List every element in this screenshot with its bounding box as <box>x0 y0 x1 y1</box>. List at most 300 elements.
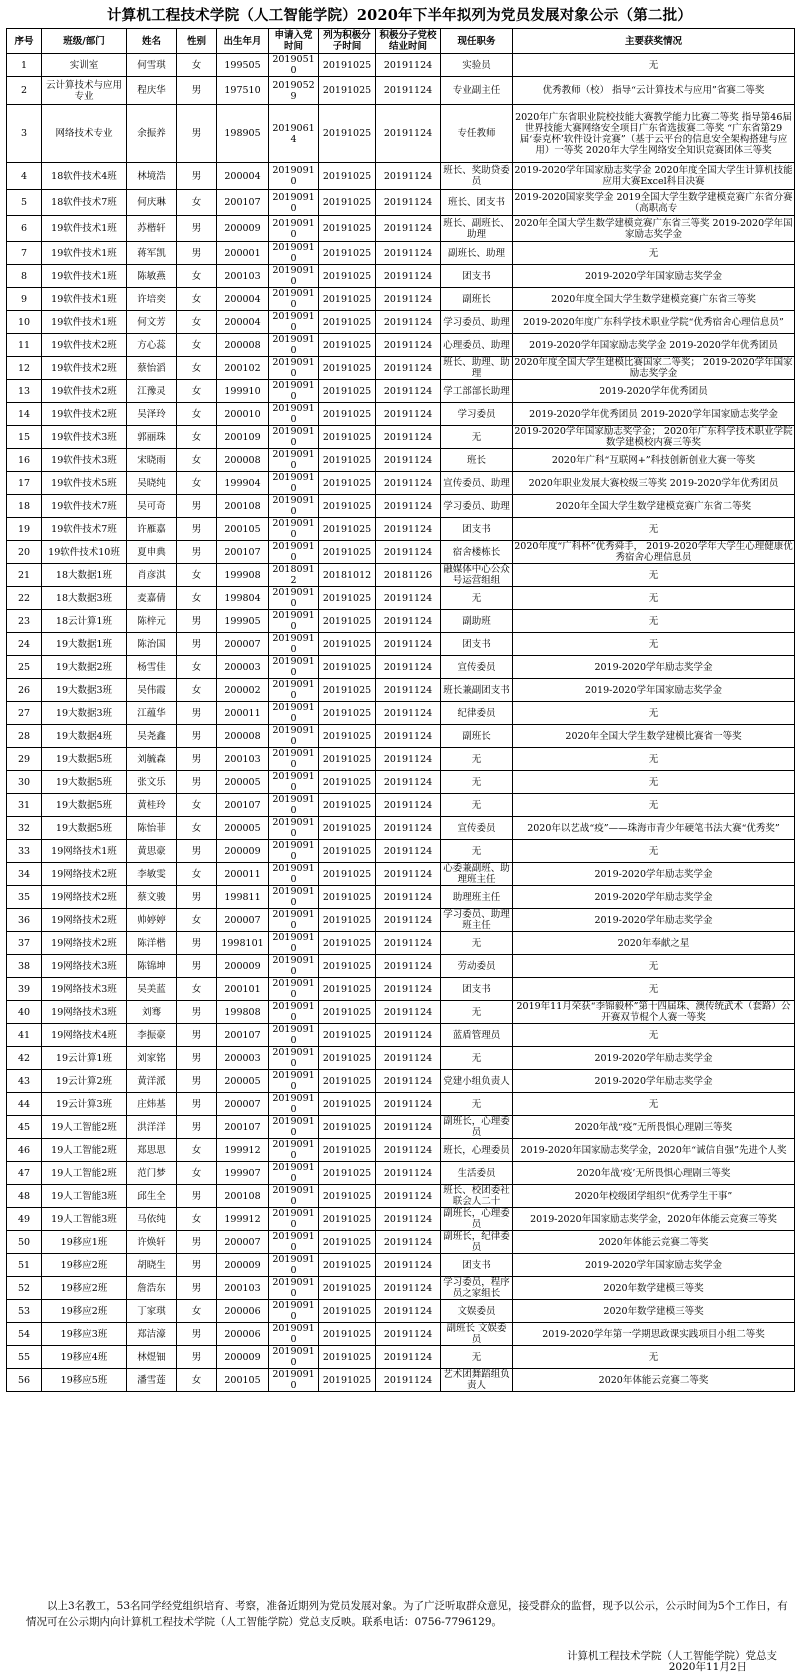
table-cell: 团支书 <box>441 633 513 656</box>
table-cell: 200108 <box>217 1185 269 1208</box>
table-cell: 副助班 <box>441 610 513 633</box>
table-cell: 20191025 <box>319 1162 376 1185</box>
table-cell: 郭丽珠 <box>127 426 177 449</box>
table-cell: 20190910 <box>269 1254 319 1277</box>
table-cell: 20191124 <box>376 357 441 380</box>
table-cell: 文娱委员 <box>441 1300 513 1323</box>
table-cell: 女 <box>177 863 217 886</box>
table-cell: 学习委员，程序员之家组长 <box>441 1277 513 1300</box>
table-row <box>7 794 795 817</box>
table-row <box>7 288 795 311</box>
table-cell: 54 <box>7 1323 42 1346</box>
table-cell: 副班长、助理 <box>441 242 513 265</box>
table-cell: 18大数据1班 <box>42 564 127 587</box>
table-cell: 2020年以艺战“疫”——珠海市青少年硬笔书法大赛“优秀奖” <box>513 817 795 840</box>
table-cell: 20191124 <box>376 449 441 472</box>
table-cell: 200103 <box>217 1277 269 1300</box>
table-cell: 38 <box>7 955 42 978</box>
table-cell: 20191025 <box>319 794 376 817</box>
table-cell: 200005 <box>217 1070 269 1093</box>
table-cell: 男 <box>177 1254 217 1277</box>
table-cell: 吴美蓝 <box>127 978 177 1001</box>
table-row <box>7 105 795 163</box>
table-cell: 何文芳 <box>127 311 177 334</box>
table-cell: 2019-2020学年国家励志奖学金 2020年度全国大学生计算机技能应用大赛Excel科目决赛 <box>513 163 795 190</box>
table-row <box>7 1369 795 1392</box>
table-cell: 200007 <box>217 909 269 932</box>
table-cell: 男 <box>177 242 217 265</box>
table-row <box>7 1116 795 1139</box>
table-cell: 6 <box>7 216 42 242</box>
table-cell: 学习委员、助理班主任 <box>441 909 513 932</box>
table-cell: 20190910 <box>269 1024 319 1047</box>
table-cell: 20190510 <box>269 54 319 77</box>
table-cell: 20191025 <box>319 403 376 426</box>
table-cell: 20191124 <box>376 679 441 702</box>
table-row <box>7 357 795 380</box>
table-cell: 班长、团支书 <box>441 190 513 216</box>
table-cell: 麦嘉倩 <box>127 587 177 610</box>
table-cell: 男 <box>177 932 217 955</box>
table-cell: 47 <box>7 1162 42 1185</box>
table-cell: 26 <box>7 679 42 702</box>
table-cell: 20190910 <box>269 1116 319 1139</box>
table-cell: 20190910 <box>269 216 319 242</box>
table-cell: 20191124 <box>376 1231 441 1254</box>
table-cell: 女 <box>177 909 217 932</box>
table-cell: 20181126 <box>376 564 441 587</box>
table-cell: 无 <box>513 794 795 817</box>
table-cell: 19软件技术7班 <box>42 518 127 541</box>
table-cell: 杨雪佳 <box>127 656 177 679</box>
table-cell: 20190910 <box>269 587 319 610</box>
table-cell: 20190910 <box>269 794 319 817</box>
table-cell: 20191025 <box>319 1093 376 1116</box>
table-row <box>7 1139 795 1162</box>
table-cell: 20191025 <box>319 380 376 403</box>
column-header: 姓名 <box>127 29 177 54</box>
table-cell: 男 <box>177 610 217 633</box>
table-row <box>7 633 795 656</box>
table-cell: 56 <box>7 1369 42 1392</box>
table-cell: 200005 <box>217 817 269 840</box>
table-cell: 19大数据5班 <box>42 748 127 771</box>
table-cell: 20190910 <box>269 725 319 748</box>
table-cell: 20191124 <box>376 1070 441 1093</box>
table-cell: 生活委员 <box>441 1162 513 1185</box>
table-cell: 男 <box>177 955 217 978</box>
table-cell: 女 <box>177 449 217 472</box>
table-cell: 200007 <box>217 633 269 656</box>
table-cell: 32 <box>7 817 42 840</box>
table-cell: 55 <box>7 1346 42 1369</box>
table-cell: 20191025 <box>319 702 376 725</box>
table-cell: 20191124 <box>376 978 441 1001</box>
table-cell: 宣传委员 <box>441 817 513 840</box>
table-cell: 40 <box>7 1001 42 1024</box>
table-cell: 19移应2班 <box>42 1300 127 1323</box>
table-cell: 男 <box>177 495 217 518</box>
table-cell: 20190910 <box>269 334 319 357</box>
table-cell: 20191025 <box>319 679 376 702</box>
table-cell: 学习委员 <box>441 403 513 426</box>
table-cell: 20191124 <box>376 1369 441 1392</box>
table-cell: 陈梓元 <box>127 610 177 633</box>
table-row <box>7 1208 795 1231</box>
table-cell: 20191025 <box>319 656 376 679</box>
table-cell: 20191025 <box>319 1024 376 1047</box>
table-row <box>7 1001 795 1024</box>
table-cell: 男 <box>177 1185 217 1208</box>
table-cell: 20191124 <box>376 242 441 265</box>
table-cell: 2020年度全国大学生数学建模竞赛广东省三等奖 <box>513 288 795 311</box>
table-cell: 男 <box>177 1231 217 1254</box>
table-cell: 20190910 <box>269 541 319 564</box>
table-cell: 20191025 <box>319 216 376 242</box>
table-cell: 20191124 <box>376 840 441 863</box>
table-cell: 优秀教师（校） 指导“云计算技术与应用”省赛二等奖 <box>513 77 795 105</box>
table-cell: 20191025 <box>319 54 376 77</box>
table-cell: 19移应2班 <box>42 1277 127 1300</box>
table-cell: 纪律委员 <box>441 702 513 725</box>
table-cell: 男 <box>177 725 217 748</box>
table-cell: 12 <box>7 357 42 380</box>
table-cell: 20191124 <box>376 380 441 403</box>
signature-date: 2020年11月2日 <box>668 1661 747 1673</box>
table-cell: 男 <box>177 771 217 794</box>
table-cell: 20190910 <box>269 1323 319 1346</box>
table-cell: 7 <box>7 242 42 265</box>
table-cell: 2020年度全国大学生建模比赛国家二等奖； 2019-2020学年国家励志奖学金 <box>514 357 793 379</box>
table-cell: 21 <box>7 564 42 587</box>
table-cell: 方心蕊 <box>127 334 177 357</box>
table-cell: 19大数据4班 <box>42 725 127 748</box>
table-cell: 200103 <box>217 265 269 288</box>
table-cell: 女 <box>177 794 217 817</box>
table-cell: 19云计算2班 <box>42 1070 127 1093</box>
table-cell: 吴可奇 <box>127 495 177 518</box>
table-cell: 199910 <box>217 380 269 403</box>
table-cell: 男 <box>177 886 217 909</box>
table-cell: 199905 <box>217 610 269 633</box>
table-cell: 何雪琪 <box>127 54 177 77</box>
table-cell: 20191025 <box>319 1070 376 1093</box>
table-cell: 20181012 <box>319 564 376 587</box>
table-cell: 200107 <box>217 541 269 564</box>
table-cell: 15 <box>7 426 42 449</box>
table-cell: 副班长 文娱委员 <box>441 1323 513 1346</box>
table-cell: 学习委员、助理 <box>441 495 513 518</box>
table-row <box>7 426 795 449</box>
table-row <box>7 163 795 190</box>
table-cell: 蓝盾管理员 <box>441 1024 513 1047</box>
table-cell: 20191025 <box>319 1116 376 1139</box>
table-cell: 20191124 <box>376 748 441 771</box>
table-cell: 女 <box>177 54 217 77</box>
table-cell: 丁家琪 <box>127 1300 177 1323</box>
table-cell: 学习委员、助理 <box>441 311 513 334</box>
table-cell: 19大数据3班 <box>42 679 127 702</box>
table-cell: 200101 <box>217 978 269 1001</box>
table-cell: 20190910 <box>269 426 319 449</box>
table-cell: 20191124 <box>376 1024 441 1047</box>
table-cell: 女 <box>177 380 217 403</box>
table-cell: 19网络技术2班 <box>42 932 127 955</box>
table-cell: 20191025 <box>319 1346 376 1369</box>
table-cell: 20191124 <box>376 265 441 288</box>
table-cell: 52 <box>7 1277 42 1300</box>
table-cell: 20191124 <box>376 518 441 541</box>
table-cell: 吴泽玲 <box>127 403 177 426</box>
table-cell: 199908 <box>217 564 269 587</box>
table-cell: 18软件技术4班 <box>42 163 127 190</box>
table-cell: 20190910 <box>269 1208 319 1231</box>
table-cell: 2020年战“疫”无所畏惧心理剧三等奖 <box>513 1116 795 1139</box>
table-cell: 20191124 <box>376 105 441 163</box>
table-cell: 班长兼副团支书 <box>441 679 513 702</box>
table-cell: 17 <box>7 472 42 495</box>
table-cell: 20191025 <box>319 77 376 105</box>
table-cell: 男 <box>177 1070 217 1093</box>
table-cell: 2020年职业发展大赛校级三等奖 2019-2020学年优秀团员 <box>513 472 795 495</box>
table-row <box>7 1277 795 1300</box>
table-cell: 2020年全国大学生数学建模比赛省一等奖 <box>513 725 795 748</box>
table-cell: 20191124 <box>376 1277 441 1300</box>
table-cell: 男 <box>177 216 217 242</box>
table-row <box>7 1047 795 1070</box>
table-cell: 陈治国 <box>127 633 177 656</box>
table-cell: 2020年全国大学生数学建模竞赛广东省三等奖 2019-2020学年国家励志奖学金 <box>514 217 793 240</box>
table-cell: 33 <box>7 840 42 863</box>
table-cell: 男 <box>177 1093 217 1116</box>
table-cell: 20191124 <box>376 1254 441 1277</box>
table-cell: 2019-2020学年励志奖学金 <box>513 909 795 932</box>
table-row <box>7 656 795 679</box>
table-cell: 男 <box>177 1346 217 1369</box>
table-cell: 20191025 <box>319 1001 376 1024</box>
column-header: 申请入党时间 <box>269 29 319 54</box>
table-cell: 许雁嘉 <box>127 518 177 541</box>
table-cell: 20191124 <box>376 426 441 449</box>
table-cell: 许焕轩 <box>127 1231 177 1254</box>
table-cell: 无 <box>441 794 513 817</box>
table-cell: 1998101 <box>217 932 269 955</box>
table-cell: 男 <box>177 77 217 105</box>
table-cell: 53 <box>7 1300 42 1323</box>
table-cell: 20190910 <box>269 1162 319 1185</box>
table-cell: 李振豪 <box>127 1024 177 1047</box>
table-cell: 20191025 <box>319 633 376 656</box>
table-cell: 男 <box>177 1277 217 1300</box>
table-cell: 2019-2020学年国家励志奖学金 2019-2020学年优秀团员 <box>513 334 795 357</box>
table-cell: 34 <box>7 863 42 886</box>
table-cell: 20190910 <box>269 449 319 472</box>
table-cell: 无 <box>513 242 795 265</box>
table-cell: 20191025 <box>319 311 376 334</box>
table-cell: 199912 <box>217 1139 269 1162</box>
table-cell: 2019-2020年度广东科学技术职业学院“优秀宿舍心理信息员” <box>513 311 795 334</box>
table-cell: 团支书 <box>441 978 513 1001</box>
table-cell: 200008 <box>217 725 269 748</box>
table-cell: 2019-2020学年励志奖学金 <box>513 863 795 886</box>
table-row <box>7 702 795 725</box>
table-cell: 男 <box>177 518 217 541</box>
table-cell: 20190910 <box>269 288 319 311</box>
table-cell: 20191025 <box>319 495 376 518</box>
table-cell: 23 <box>7 610 42 633</box>
table-cell: 19移应5班 <box>42 1369 127 1392</box>
table-row <box>7 380 795 403</box>
table-cell: 无 <box>513 587 795 610</box>
table-cell: 43 <box>7 1070 42 1093</box>
table-cell: 19网络技术2班 <box>42 909 127 932</box>
table-cell: 2020年度“广科杯”优秀舜手， 2019-2020学年大学生心理健康优秀宿舍心理信息员 <box>514 541 793 563</box>
table-cell: 44 <box>7 1093 42 1116</box>
table-cell: 20191025 <box>319 1139 376 1162</box>
table-cell: 无 <box>441 1001 513 1024</box>
table-cell: 199804 <box>217 587 269 610</box>
table-row <box>7 518 795 541</box>
table-cell: 邱生全 <box>127 1185 177 1208</box>
table-cell: 党建小组负责人 <box>441 1070 513 1093</box>
table-cell: 200107 <box>217 794 269 817</box>
table-row <box>7 1254 795 1277</box>
table-cell: 200008 <box>217 449 269 472</box>
table-cell: 20191124 <box>376 1162 441 1185</box>
table-cell: 2020年战‘疫’无所畏惧心理剧三等奖 <box>513 1162 795 1185</box>
table-cell: 陈怡菲 <box>127 817 177 840</box>
table-cell: 程庆华 <box>127 77 177 105</box>
table-cell: 20191124 <box>376 495 441 518</box>
table-cell: 30 <box>7 771 42 794</box>
table-cell: 200005 <box>217 771 269 794</box>
table-cell: 20191025 <box>319 163 376 190</box>
table-cell: 学工部部长助理 <box>441 380 513 403</box>
table-cell: 20190529 <box>269 77 319 105</box>
table-cell: 宣传委员 <box>441 656 513 679</box>
column-header: 积极分子党校结业时间 <box>376 29 441 54</box>
table-cell: 200004 <box>217 311 269 334</box>
table-row <box>7 725 795 748</box>
table-cell: 江豫灵 <box>127 380 177 403</box>
table-cell: 20191025 <box>319 357 376 380</box>
table-cell: 余振养 <box>127 105 177 163</box>
table-cell: 2019-2020学年国家励志奖学金 <box>513 265 795 288</box>
table-cell: 20191124 <box>376 817 441 840</box>
table-cell: 29 <box>7 748 42 771</box>
table-cell: 20190910 <box>269 978 319 1001</box>
table-cell: 200009 <box>217 216 269 242</box>
table-cell: 5 <box>7 190 42 216</box>
table-cell: 14 <box>7 403 42 426</box>
table-cell: 199808 <box>217 1001 269 1024</box>
table-cell: 10 <box>7 311 42 334</box>
table-cell: 宿舍楼栋长 <box>441 541 513 564</box>
table-cell: 19网络技术2班 <box>42 886 127 909</box>
table-cell: 郑洁濠 <box>127 1323 177 1346</box>
table-cell: 无 <box>441 748 513 771</box>
table-header <box>7 29 795 54</box>
table-cell: 许培奕 <box>127 288 177 311</box>
table-cell: 19网络技术3班 <box>42 1001 127 1024</box>
table-cell: 范门梦 <box>127 1162 177 1185</box>
table-cell: 2019-2020学年优秀团员 <box>513 380 795 403</box>
table-cell: 8 <box>7 265 42 288</box>
table-cell: 20190910 <box>269 909 319 932</box>
table-cell: 20191025 <box>319 955 376 978</box>
table-cell: 35 <box>7 886 42 909</box>
table-cell: 18云计算1班 <box>42 610 127 633</box>
table-cell: 200008 <box>217 334 269 357</box>
table-cell: 24 <box>7 633 42 656</box>
table-cell: 199904 <box>217 472 269 495</box>
table-cell: 19网络技术2班 <box>42 863 127 886</box>
table-cell: 20191025 <box>319 863 376 886</box>
table-cell: 陈洋楷 <box>127 932 177 955</box>
table-cell: 艺术团舞蹈组负责人 <box>441 1369 513 1392</box>
table-cell: 何庆琳 <box>127 190 177 216</box>
table-row <box>7 587 795 610</box>
table-cell: 2020年奉献之星 <box>513 932 795 955</box>
table-cell: 20190910 <box>269 472 319 495</box>
table-cell: 20191124 <box>376 334 441 357</box>
table-cell: 班长 <box>441 449 513 472</box>
table-cell: 19软件技术10班 <box>42 541 127 564</box>
table-row <box>7 564 795 587</box>
table-cell: 19软件技术5班 <box>42 472 127 495</box>
table-cell: 陈敏燕 <box>127 265 177 288</box>
table-cell: 无 <box>441 932 513 955</box>
table-cell: 夏申典 <box>127 541 177 564</box>
table-cell: 刘骞 <box>127 1001 177 1024</box>
table-cell: 20191025 <box>319 840 376 863</box>
table-cell: 女 <box>177 334 217 357</box>
table-cell: 19软件技术2班 <box>42 357 127 380</box>
table-cell: 20191025 <box>319 932 376 955</box>
table-cell: 男 <box>177 1024 217 1047</box>
table-cell: 20190910 <box>269 633 319 656</box>
table-cell: 詹浩东 <box>127 1277 177 1300</box>
table-cell: 女 <box>177 1162 217 1185</box>
table-cell: 庄炜基 <box>127 1093 177 1116</box>
table-cell: 200108 <box>217 495 269 518</box>
table-cell: 200007 <box>217 1093 269 1116</box>
table-cell: 无 <box>513 54 795 77</box>
table-cell: 女 <box>177 1369 217 1392</box>
table-cell: 男 <box>177 541 217 564</box>
table-cell: 江蕴华 <box>127 702 177 725</box>
table-cell: 李敏雯 <box>127 863 177 886</box>
table-cell: 28 <box>7 725 42 748</box>
table-cell: 20191124 <box>376 77 441 105</box>
table-body <box>7 54 795 1392</box>
table-cell: 200009 <box>217 840 269 863</box>
table-cell: 20190910 <box>269 190 319 216</box>
table-cell: 20191025 <box>319 725 376 748</box>
table-cell: 2020年全国大学生数学建模竞赛广东省二等奖 <box>513 495 795 518</box>
table-cell: 20191025 <box>319 1208 376 1231</box>
table-cell: 2 <box>7 77 42 105</box>
table-cell: 20191124 <box>376 863 441 886</box>
table-cell: 无 <box>513 978 795 1001</box>
table-cell: 19 <box>7 518 42 541</box>
table-cell: 200107 <box>217 190 269 216</box>
table-cell: 班长，心理委员 <box>441 1139 513 1162</box>
table-cell: 200105 <box>217 1369 269 1392</box>
table-cell: 20191124 <box>376 1300 441 1323</box>
table-cell: 20191124 <box>376 190 441 216</box>
table-cell: 潘雪莲 <box>127 1369 177 1392</box>
